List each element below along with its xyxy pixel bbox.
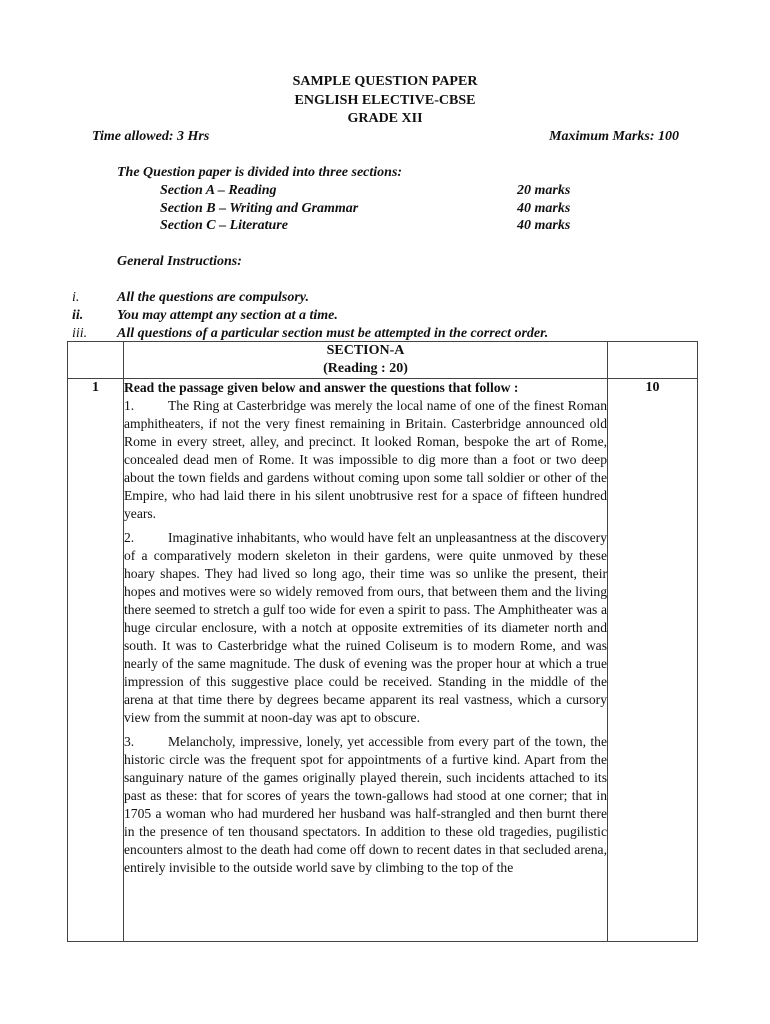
division-intro: The Question paper is divided into three sections: [117,165,403,180]
section-a-marks: 20 marks [517,183,571,198]
time-allowed: Time allowed: 3 Hrs [92,129,210,144]
general-instructions-heading: General Instructions: [117,254,242,269]
passage-paragraph [124,733,607,877]
paper-grade: GRADE XII [347,111,423,126]
section-subtitle: (Reading : 20) [323,361,408,376]
blank-cell [68,342,124,379]
paragraph-number: 2. [124,530,135,545]
paragraph-text: Melancholy, impressive, lonely, yet accessible from every part of the town, the historic circle was the frequent spot for appointments of a furtive kind. Apart from the sanguinary nature of the games originally played therein, such incidents attached to its past as these: that for scores of years the town-gallows had stood at one corner; that in 1705 a woman who had murdered her husband was half-strangled and then burnt there in the presence of ten thousand spectators. In addition to these old tragedies, pugilistic encounters almost to the death had come off down to recent dates in that secluded arena, entirely invisible to the outside world save by climbing to the top of the [124,734,607,875]
passage-paragraph [124,529,607,727]
instruction-num: iii. [72,326,88,341]
blank-cell [608,342,698,379]
paragraph-text: Imaginative inhabitants, who would have felt an unpleasantness at the discovery of a comparatively modern skeleton in their gardens, were quite unmoved by these hoary shapes. They had lived so long ago, their time was so unlike the present, their hopes and motives were so widely removed from ours, that between them and the living there seemed to stretch a gulf too wide for even a spirit to pass. The Amphitheater was a huge circular enclosure, with a notch at opposite extremities of its diameter north and south. It was to Casterbridge what the ruined Coliseum is to modern Rome, and was nearly of the same magnitude. The dusk of evening was the proper hour at which a true impression of this suggestive place could be received. Standing in the middle of the arena at that time there by degrees became apparent its real vastness, which a cursory view from the summit at noon-day was apt to obscure. [124,530,607,725]
section-a-heading [124,342,608,379]
instruction-num: i. [72,290,80,305]
section-b-name: Section B – Writing and Grammar [160,201,359,216]
section-b-marks: 40 marks [517,201,571,216]
question-instruction: Read the passage given below and answer the questions that follow : [124,380,519,395]
section-c-marks: 40 marks [517,218,571,233]
section-header-row [68,342,698,379]
instruction-text: You may attempt any section at a time. [117,308,338,323]
passage-paragraph [124,397,607,523]
paragraph-text: The Ring at Casterbridge was merely the local name of one of the finest Roman amphitheaters, if not the very finest remaining in Britain. Casterbridge announced old Rome in every street, alley, and precinct. It looked Roman, bespoke the art of Rome, concealed dead men of Rome. It was impossible to dig more than a foot or two deep about the town fields and gardens without coming upon some tall soldier or other of the Empire, who had laid there in his silent unobtrusive rest for a space of fifteen hundred years. [124,398,607,521]
question-table [67,341,698,942]
section-a-name: Section A – Reading [160,183,277,198]
instruction-num: ii. [72,308,84,323]
maximum-marks: Maximum Marks: 100 [549,129,679,144]
section-c-name: Section C – Literature [160,218,288,233]
paper-title: SAMPLE QUESTION PAPER [292,74,478,89]
instruction-text: All questions of a particular section must be attempted in the correct order. [117,326,549,341]
paragraph-number: 1. [124,398,135,413]
instruction-text: All the questions are compulsory. [117,290,310,305]
paragraph-number: 3. [124,734,135,749]
section-title: SECTION-A [326,343,405,358]
question-marks: 10 [608,379,698,942]
question-content [124,379,608,942]
question-number: 1 [68,379,124,942]
question-row [68,379,698,942]
paper-subject: ENGLISH ELECTIVE-CBSE [294,93,476,108]
